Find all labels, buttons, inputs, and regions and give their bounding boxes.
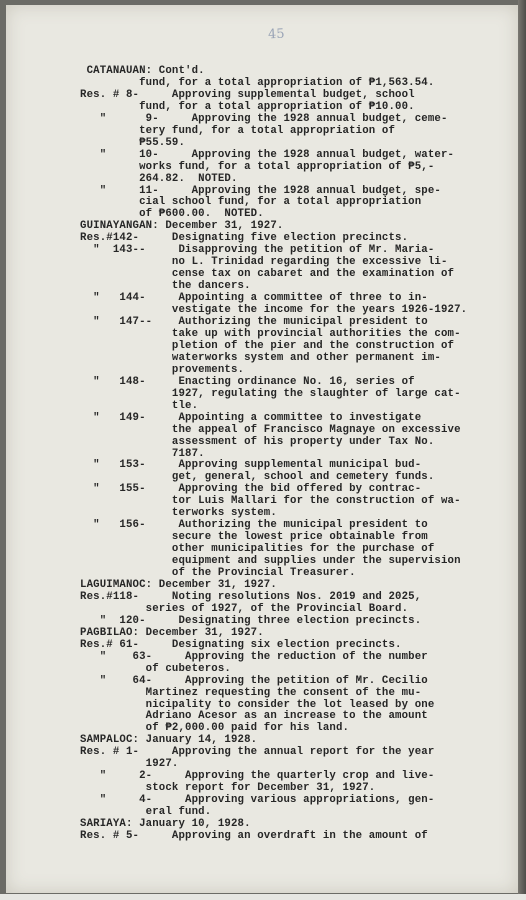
text-line: no L. Trinidad regarding the excessive li- bbox=[80, 256, 448, 269]
text-line: works fund, for a total appropriation of ₱5,- bbox=[80, 160, 435, 173]
page-edge-shadow bbox=[518, 0, 526, 900]
text-line: Res. # 8- Approving supplemental budget, school bbox=[80, 88, 415, 101]
resolution-listing bbox=[80, 66, 470, 843]
text-line: get, general, school and cemetery funds. bbox=[80, 471, 435, 484]
text-line: 1927, regulating the slaughter of large cat- bbox=[80, 387, 461, 400]
text-line: tor Luis Mallari for the construction of wa- bbox=[80, 495, 461, 508]
text-line: vestigate the income for the years 1926-1927. bbox=[80, 304, 468, 317]
text-line: provements. bbox=[80, 363, 245, 376]
text-line: tle. bbox=[80, 399, 199, 412]
text-line: LAGUIMANOC: December 31, 1927. bbox=[80, 578, 277, 591]
text-line: Res. # 1- Approving the annual report for the year bbox=[80, 746, 435, 759]
text-line: " 64- Approving the petition of Mr. Cecilio bbox=[80, 674, 428, 687]
footer-strip bbox=[0, 894, 526, 900]
text-line: of the Provincial Treasurer. bbox=[80, 567, 356, 580]
text-line: eral fund. bbox=[80, 806, 212, 819]
text-line: fund, for a total appropriation of ₱10.00. bbox=[80, 100, 415, 113]
text-line: the appeal of Francisco Magnaye on excessive bbox=[80, 423, 461, 436]
text-line: of ₱2,000.00 paid for his land. bbox=[80, 722, 350, 735]
text-line: assessment of his property under Tax No. bbox=[80, 435, 435, 448]
text-line: nicipality to consider the lot leased by one bbox=[80, 698, 435, 711]
document-page bbox=[6, 5, 518, 893]
text-line: of ₱600.00. NOTED. bbox=[80, 208, 264, 221]
text-line: SARIAYA: January 10, 1928. bbox=[80, 818, 251, 831]
text-line: " 9- Approving the 1928 annual budget, ceme- bbox=[80, 112, 448, 125]
text-line: Adriano Acesor as an increase to the amount bbox=[80, 710, 428, 723]
text-line: SAMPALOC: January 14, 1928. bbox=[80, 734, 258, 747]
text-line: of cubeteros. bbox=[80, 662, 231, 675]
page-number: 45 bbox=[267, 26, 285, 43]
text-line: tery fund, for a total appropriation of bbox=[80, 124, 396, 137]
text-line: " 120- Designating three election precincts. bbox=[80, 614, 422, 627]
text-line: " 156- Authorizing the municipal president to bbox=[80, 519, 428, 532]
text-line: fund, for a total appropriation of ₱1,563.54. bbox=[80, 76, 435, 89]
text-line: PAGBILAO: December 31, 1927. bbox=[80, 626, 264, 639]
text-line: the dancers. bbox=[80, 280, 251, 293]
text-line: " 149- Appointing a committee to investigate bbox=[80, 411, 422, 424]
text-line: cense tax on cabaret and the examination of bbox=[80, 268, 455, 281]
text-line: take up with provincial authorities the com- bbox=[80, 327, 461, 340]
text-line: " 11- Approving the 1928 annual budget, spe- bbox=[80, 184, 441, 197]
text-line: other municipalities for the purchase of bbox=[80, 543, 435, 556]
text-line: CATANAUAN: Cont'd. bbox=[80, 65, 205, 77]
text-line: " 63- Approving the reduction of the number bbox=[80, 650, 428, 663]
text-line: series of 1927, of the Provincial Board. bbox=[80, 602, 409, 615]
text-line: " 148- Enacting ordinance No. 16, series of bbox=[80, 375, 415, 388]
text-line: " 155- Approving the bid offered by contrac- bbox=[80, 483, 422, 496]
text-line: pletion of the pier and the construction of bbox=[80, 339, 455, 352]
text-line: terworks system. bbox=[80, 507, 277, 520]
text-line: Res.#118- Noting resolutions Nos. 2019 and 2025, bbox=[80, 590, 422, 603]
text-line: " 4- Approving various appropriations, gen- bbox=[80, 794, 435, 807]
text-line: 1927. bbox=[80, 758, 179, 771]
text-line: equipment and supplies under the supervision bbox=[80, 555, 461, 568]
text-line: Res. # 5- Approving an overdraft in the amount of bbox=[80, 830, 428, 842]
text-line: " 2- Approving the quarterly crop and live- bbox=[80, 770, 435, 783]
text-line: GUINAYANGAN: December 31, 1927. bbox=[80, 220, 284, 233]
text-line: " 144- Appointing a committee of three to in- bbox=[80, 292, 428, 305]
text-line: cial school fund, for a total appropriation bbox=[80, 196, 422, 209]
text-line: " 143-- Disapproving the petition of Mr. Maria- bbox=[80, 244, 435, 257]
text-line: 7187. bbox=[80, 447, 205, 460]
text-line: " 153- Approving supplemental municipal bud- bbox=[80, 459, 422, 472]
text-line: Res.# 61- Designating six election precincts. bbox=[80, 638, 402, 651]
text-line: 264.82. NOTED. bbox=[80, 172, 238, 185]
text-line: " 10- Approving the 1928 annual budget, water- bbox=[80, 148, 455, 161]
text-line: secure the lowest price obtainable from bbox=[80, 531, 428, 544]
text-line: Res.#142- Designating five election precincts. bbox=[80, 232, 409, 245]
text-line: ₱55.59. bbox=[80, 136, 186, 149]
text-line: " 147-- Authorizing the municipal president to bbox=[80, 316, 428, 329]
text-line: Martinez requesting the consent of the mu- bbox=[80, 686, 422, 699]
text-line: stock report for December 31, 1927. bbox=[80, 782, 376, 795]
text-line: waterworks system and other permanent im- bbox=[80, 351, 441, 364]
